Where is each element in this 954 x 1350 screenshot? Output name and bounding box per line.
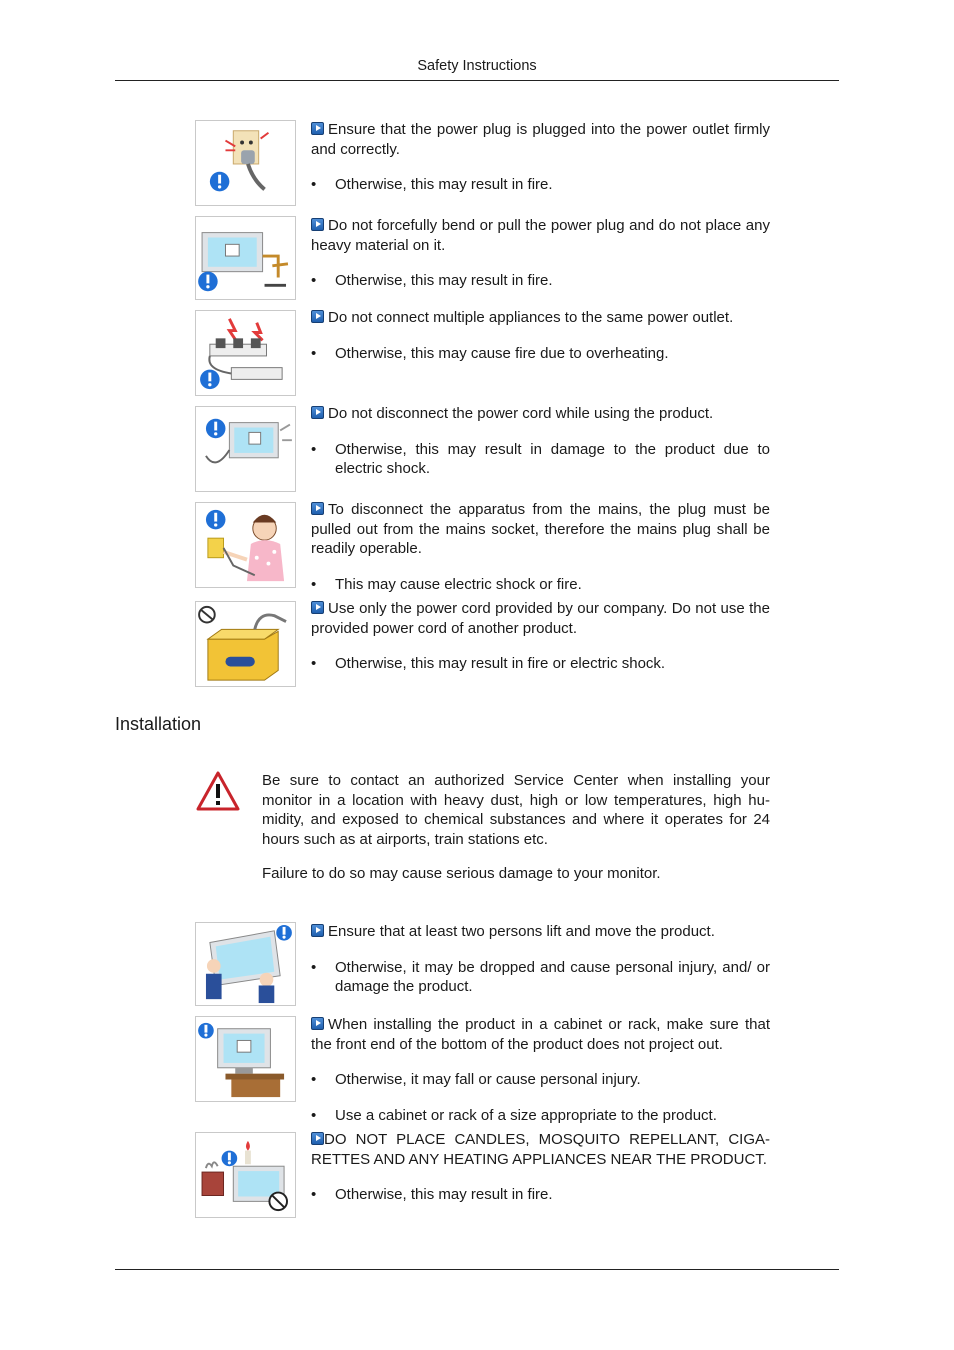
blue-triangle-marker-icon xyxy=(311,218,324,231)
instruction-text: Use only the power cord provided by our company. Do not use the provided power cord of another product. xyxy=(311,600,770,637)
blue-triangle-marker-icon xyxy=(311,122,324,135)
warning-triangle-icon xyxy=(195,770,241,812)
instruction-text: When installing the product in a cabinet or rack, make sure that the front end of the bottom of the product does not project out. xyxy=(311,1016,770,1053)
bullet-item: • Otherwise, this may result in fire. xyxy=(311,1185,770,1205)
monitor-on-cabinet-illustration xyxy=(195,1016,296,1102)
unplug-while-in-use-illustration xyxy=(195,406,296,492)
instruction-text: Do not connect multiple appliances to the same power outlet. xyxy=(311,308,770,328)
bullet-item: • Otherwise, it may be dropped and cause personal injury, and/ or damage the product. xyxy=(311,958,770,997)
instruction-text: Do not disconnect the power cord while using the product. xyxy=(311,404,770,424)
bullet-item: • Otherwise, this may result in fire or electric shock. xyxy=(311,654,770,674)
bullet-item: • Otherwise, this may result in fire. xyxy=(311,271,770,291)
blue-triangle-marker-icon xyxy=(311,502,324,515)
blue-triangle-marker-icon xyxy=(311,1132,324,1145)
blue-triangle-marker-icon xyxy=(311,1017,324,1030)
bullet-item: • Otherwise, this may result in fire. xyxy=(311,175,770,195)
power-cord-box-illustration xyxy=(195,601,296,687)
footer-rule xyxy=(115,1269,839,1270)
instruction-text: Ensure that the power plug is plugged into the power outlet firmly and correctly. xyxy=(311,121,770,158)
note-paragraph: Failure to do so may cause serious damage to your monitor. xyxy=(262,865,661,882)
blue-triangle-marker-icon xyxy=(311,601,324,614)
heat-sources-near-product-illustration xyxy=(195,1132,296,1218)
bullet-item: • Otherwise, this may cause fire due to overheating. xyxy=(311,344,770,364)
header-rule xyxy=(115,80,839,81)
plug-outlet-illustration xyxy=(195,120,296,206)
bullet-item: • Use a cabinet or rack of a size appropriate to the product. xyxy=(311,1106,770,1126)
two-persons-lifting-illustration xyxy=(195,922,296,1006)
instruction-text: Ensure that at least two persons lift and move the product. xyxy=(311,922,770,942)
section-heading-installation: Installation xyxy=(115,714,202,734)
bullet-item: • This may cause electric shock or fire. xyxy=(311,575,770,595)
bent-cord-monitor-illustration xyxy=(195,216,296,300)
bullet-item: • Otherwise, it may fall or cause personal injury. xyxy=(311,1070,770,1090)
blue-triangle-marker-icon xyxy=(311,924,324,937)
instruction-text: Do not forcefully bend or pull the power plug and do not place any heavy material on it. xyxy=(311,217,770,254)
instruction-text: To disconnect the apparatus from the mains, the plug must be pulled out from the mains socket, therefore the mains plug shall be readily operable. xyxy=(311,501,770,557)
blue-triangle-marker-icon xyxy=(311,310,324,323)
bullet-item: • Otherwise, this may result in damage to the product due to electric shock. xyxy=(311,440,770,479)
page-header-title: Safety Instructions xyxy=(417,58,537,74)
woman-unplugging-illustration xyxy=(195,502,296,588)
instruction-text: DO NOT PLACE CANDLES, MOSQUITO REPELLANT, CIGARETTES AND ANY HEATING APPLIANCES NEAR THE PRODUCT. xyxy=(311,1131,770,1168)
note-paragraph: Be sure to contact an authorized Service Center when installing your monitor in a location with heavy dust, high or low temperatures, high humidity, and exposed to chemical substances and where it operates for 24 hours such as at airports, train stations etc. xyxy=(262,772,770,848)
power-strip-overload-illustration xyxy=(195,310,296,396)
blue-triangle-marker-icon xyxy=(311,406,324,419)
